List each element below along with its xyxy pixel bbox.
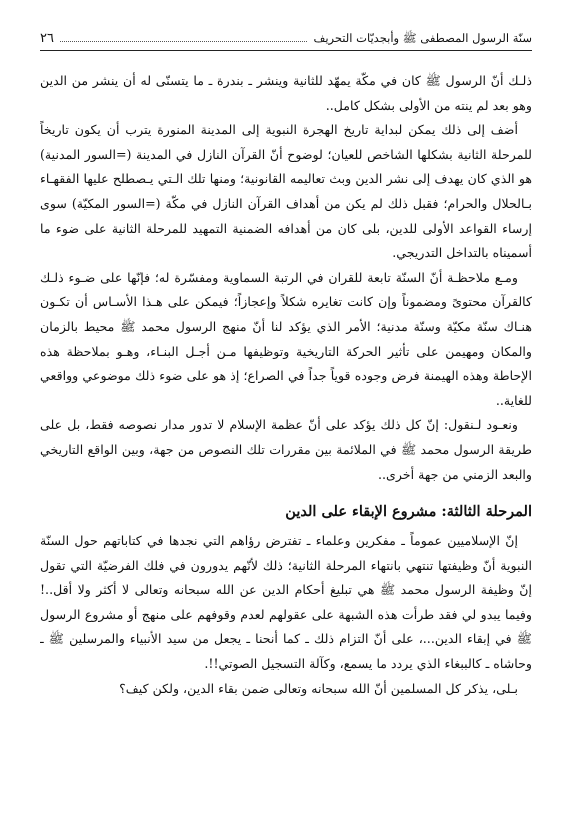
paragraph: إنّ الإسلاميين عموماً ـ مفكرين وعلماء ـ تفترض رؤاهم التي نجدها في كتاباتهم حول السنّة النبوية أنّ وظيفتها تنتهي بانتهاء المرحلة الثانية؛ ذلك لأنّهم يدورون في فلك الفرضيّة التي تقول إنّ وظيفة الرسول محمد ﷺ هي تبليغ أحكام الدين عن الله سبحانه وتعالى لا أكثر ولا أقل..! وفيما يبدو لي فقد طرأت هذه الشبهة على عقولهم لعدم وقوفهم على منهج أو مشروع الرسول ﷺ في إبقاء الدين...، على أنّ التزام ذلك ـ كما أنحنا ـ يجعل من سيد الأنبياء والمرسلين ﷺ ـ وحاشاه ـ كالببغاء الذي يردد ما يسمع، وكآلة التسجيل الصوتي!!. xyxy=(40,533,532,672)
book-page xyxy=(40,28,532,818)
page-number: ٢٦ xyxy=(40,31,54,46)
paragraph: ونعـود لـنقول: إنّ كل ذلك يؤكد على أنّ عظمة الإسلام لا تدور مدار نصوصه فقط، بل على طريقة الرسول محمد ﷺ في الملائمة بين مقررات تلك النصوص من جهة، وبين الواقع التاريخي والبعد الزمني من جهة أخرى.. xyxy=(40,417,532,482)
paragraph: بـلى، يذكر كل المسلمين أنّ الله سبحانه وتعالى ضمن بقاء الدين، ولكن كيف؟ xyxy=(119,680,518,696)
paragraph: أضف إلى ذلك يمكن لبداية تاريخ الهجرة النبوية إلى المدينة المنورة يترب أن يكون تاريخاً للمرحلة الثانية بشكلها الشاخص للعيان؛ لوضوح أنّ القرآن النازل في المدينة (=السور المدنية) هو الذي كان يهدف إلى نشر الدين وبث تعاليمه القانونية؛ ومنها تلك الـتي يـصطلح عليها الفقهـاء بـالحلال والحرام؛ فقبل ذلك لم يكن من أهداف القرآن النازل في مكّة (=السور المكيّة) سوى إرساء القواعد الأولى للدين، بلى كان من أهدافه الضمنية التمهيد للمرحلة الثانية على ضوء ما أسميناه بالتداخل التدريجي. xyxy=(40,122,532,261)
running-title: سنّة الرسول المصطفى ﷺ وأبجديّات التحريف xyxy=(313,31,532,45)
paragraph: ذلـك أنّ الرسول ﷺ كان في مكّة يمهّد للثانية وينشر ـ بندرة ـ ما يتسنّى له أن ينشر من الدين وهو بعد لم ينته من الأولى بشكل كامل.. xyxy=(40,73,532,113)
running-header xyxy=(40,28,532,51)
paragraph: ومـع ملاحظـة أنّ السنّة تابعة للقران في الرتبة السماوية ومفسّرة له؛ فإنّها على ضـوء ذلـك كالقرآن محتوىً ومضموناً وإن كانت تغايره شكلاً وإعجازاً؛ فيمكن على هـذا الأسـاس أن تكـون هنـاك سنّة مكيّة وسنّة مدنية؛ الأمر الذي يؤكد لنا أنّ منهج الرسول محمد ﷺ محيط بالزمان والمكان ومهيمن على تأثير الحركة التاريخية وتوظيفها مـن أجـل البنـاء، وهـو بملاحظة هذه الإحاطة وهذه الهيمنة فرض وجوده قوياً جداً في الصراع؛ إذ هو على ضوء ذلك موضوعي وواقعي للغاية.. xyxy=(40,269,532,408)
section-heading: المرحلة الثالثة: مشروع الإبقاء على الدين xyxy=(285,503,532,521)
body-text xyxy=(40,69,532,701)
header-dot-leader xyxy=(60,29,307,42)
